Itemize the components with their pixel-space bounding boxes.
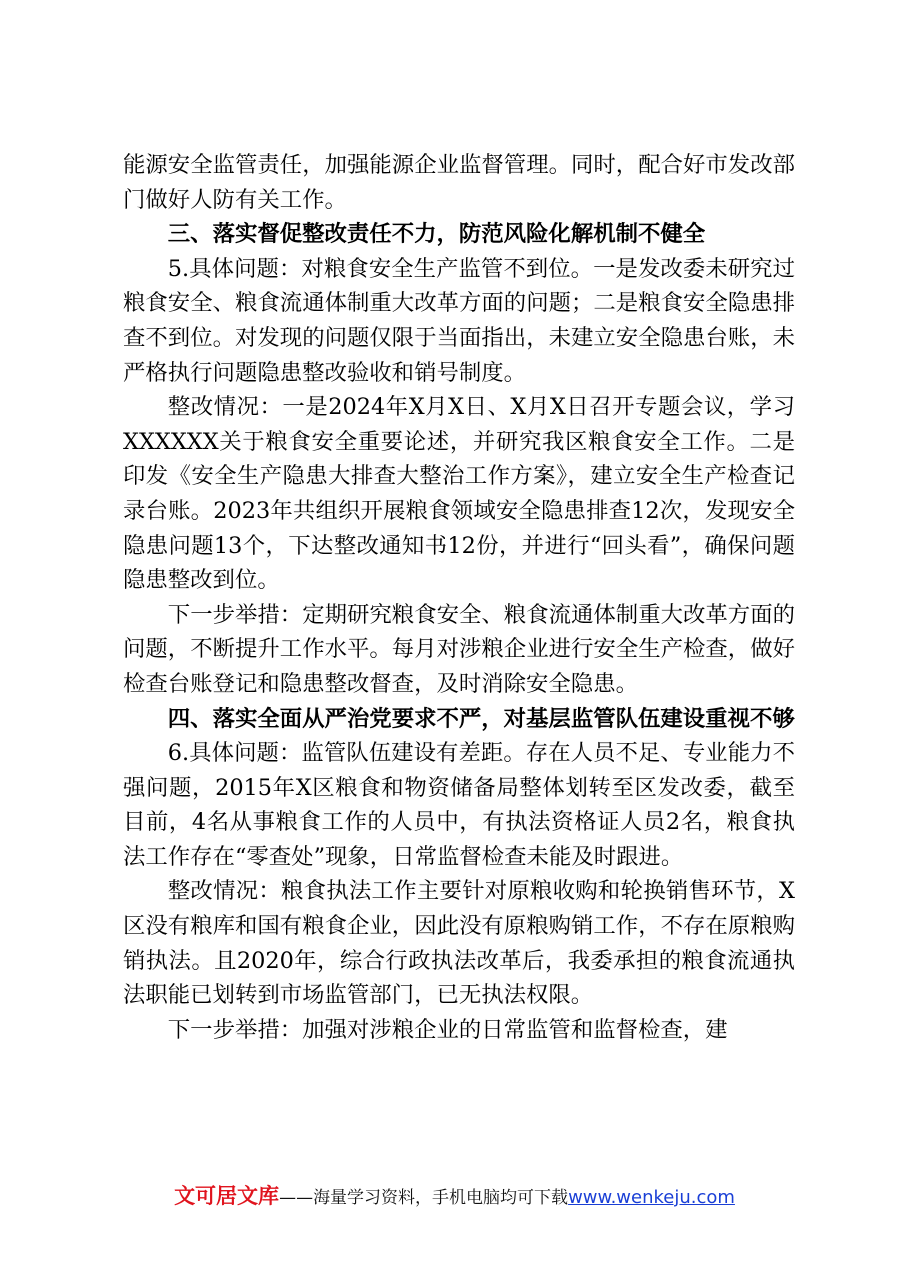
paragraph-rectification-5: 整改情况：一是2024年X月X日、X月X日召开专题会议，学习XXXXXX关于粮食安全重要论述，并研究我区粮食安全工作。二是印发《安全生产隐患大排查大整治工作方案》，建立安全生产检查记录台账。2023年共组织开展粮食领域安全隐患排查12次，发现安全隐患问题13个，下达整改通知书12份，并进行“回头看”，确保问题隐患整改到位。 (123, 394, 795, 594)
footer-brand: 文可居文库 (174, 1184, 280, 1208)
paragraph-next-steps-6: 下一步举措：加强对涉粮企业的日常监管和监督检查，建 (167, 1016, 728, 1043)
paragraph-continuation: 能源安全监管责任，加强能源企业监督管理。同时，配合好市发改部门做好人防有关工作。 (123, 152, 795, 213)
document-body (123, 148, 795, 1047)
paragraph-rectification-6: 整改情况：粮食执法工作主要针对原粮收购和轮换销售环节，X区没有粮库和国有粮食企业，因此没有原粮购销工作，不存在原粮购销执法。且2020年，综合行政执法改革后，我委承担的粮食流通执法职能已划转到市场监管部门，已无执法权限。 (123, 878, 795, 1009)
paragraph-issue-6: 6.具体问题：监管队伍建设有差距。存在人员不足、专业能力不强问题，2015年X区粮食和物资储备局整体划转至区发改委，截至目前，4名从事粮食工作的人员中，有执法资格证人员2名，粮食执法工作存在“零查处”现象，日常监督检查未能及时跟进。 (123, 740, 795, 870)
section-heading-3: 三、落实督促整改责任不力，防范风险化解机制不健全 (167, 221, 706, 248)
footer-url-link[interactable]: www.wenkeju.com (568, 1187, 735, 1208)
footer-banner (0, 1182, 909, 1212)
paragraph-next-steps-5: 下一步举措：定期研究粮食安全、粮食流通体制重大改革方面的问题，不断提升工作水平。每月对涉粮企业进行安全生产检查，做好检查台账登记和隐患整改督查，及时消除安全隐患。 (123, 601, 795, 697)
paragraph-issue-5: 5.具体问题：对粮食安全生产监管不到位。一是发改委未研究过粮食安全、粮食流通体制重大改革方面的问题；二是粮食安全隐患排查不到位。对发现的问题仅限于当面指出，未建立安全隐患台账，未严格执行问题隐患整改验收和销号制度。 (123, 255, 795, 386)
footer-slogan: ——海量学习资料，手机电脑均可下载 (279, 1188, 569, 1208)
section-heading-4: 四、落实全面从严治党要求不严，对基层监管队伍建设重视不够 (167, 705, 795, 732)
